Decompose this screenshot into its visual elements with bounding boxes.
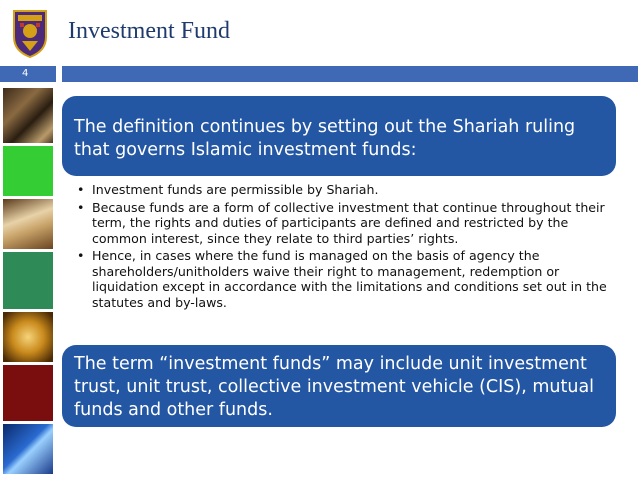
top-bar-right [62,66,638,82]
sidebar-color-teal [3,252,53,309]
page-number: 4 [22,68,29,79]
definition-box [62,96,616,176]
bullet-dot-icon: • [77,199,85,215]
definition-text: The definition continues by setting out the Shariah ruling that governs Islamic investment funds: [74,117,576,160]
sidebar-color-green [3,146,53,196]
bullet-list [74,182,614,312]
bullet-dot-icon: • [77,248,85,263]
sidebar-image-book [3,199,53,249]
slide-title: Investment Fund [68,18,230,44]
bullet-item: • Investment funds are permissible by Shariah. [77,182,379,197]
sidebar-image-coins [3,312,53,362]
sidebar-image-manuscript [3,88,53,143]
bullet-dot-icon: • [77,182,85,197]
sidebar-image-stock-chart [3,424,53,474]
bullet-item: • Because funds are a form of collective investment that continue throughout their term, the rights and duties of participants are defined and restricted by the common interest, since they relate to third parties’ rights. [77,199,605,246]
bullet-item: • Hence, in cases where the fund is managed on the basis of agency the shareholders/unitholders waive their right to management, redemption or liquidation except in accordance with the limitations and conditions set out in the statutes and by-laws. [77,248,607,310]
term-box [62,345,616,427]
university-crest-logo [10,7,50,59]
term-text: The term “investment funds” may include unit investment trust, unit trust, collective investment vehicle (CIS), mutual funds and other funds. [74,354,595,420]
sidebar-color-maroon [3,365,53,421]
